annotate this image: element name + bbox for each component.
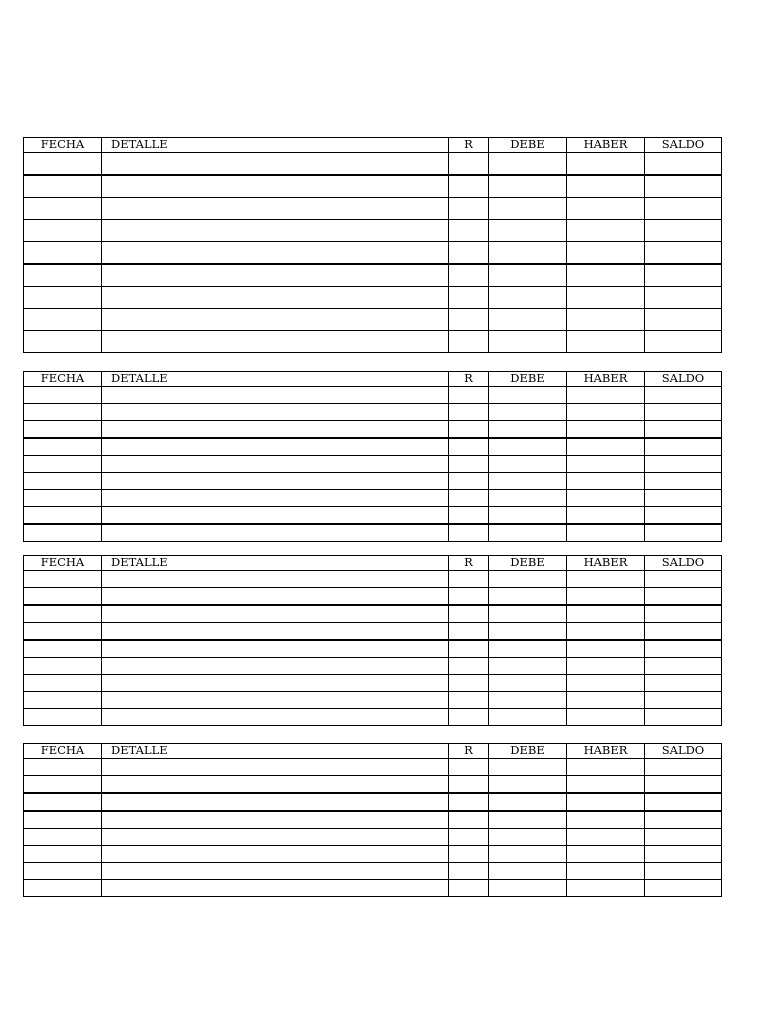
cell-debe <box>489 880 567 896</box>
cell-debe <box>489 525 567 541</box>
cell-r <box>449 776 489 792</box>
table-row <box>24 623 721 641</box>
cell-haber <box>567 220 645 241</box>
cell-saldo <box>645 153 721 174</box>
cell-haber <box>567 641 645 657</box>
cell-debe <box>489 473 567 489</box>
header-detalle: DETALLE <box>102 372 449 386</box>
cell-r <box>449 623 489 639</box>
table-row <box>24 675 721 692</box>
table-row <box>24 606 721 623</box>
header-fecha: FECHA <box>24 138 102 152</box>
cell-r <box>449 525 489 541</box>
cell-fecha <box>24 220 102 241</box>
header-r: R <box>449 372 489 386</box>
cell-r <box>449 571 489 587</box>
cell-haber <box>567 880 645 896</box>
table-row <box>24 812 721 829</box>
cell-fecha <box>24 287 102 308</box>
cell-haber <box>567 709 645 725</box>
header-saldo: SALDO <box>661 371 705 385</box>
cell-debe <box>489 387 567 403</box>
cell-haber <box>567 759 645 775</box>
table-row <box>24 220 721 242</box>
cell-r <box>449 709 489 725</box>
cell-detalle <box>102 439 449 455</box>
cell-fecha <box>24 776 102 792</box>
cell-saldo <box>645 387 721 403</box>
cell-fecha <box>24 846 102 862</box>
table-row <box>24 658 721 675</box>
table-row <box>24 776 721 794</box>
cell-haber <box>567 176 645 197</box>
cell-haber <box>567 588 645 604</box>
cell-saldo <box>645 641 721 657</box>
cell-saldo <box>645 588 721 604</box>
table-row <box>24 309 721 331</box>
cell-detalle <box>102 794 449 810</box>
cell-r <box>449 387 489 403</box>
cell-detalle <box>102 880 449 896</box>
cell-r <box>449 404 489 420</box>
table-row <box>24 759 721 776</box>
cell-saldo <box>645 863 721 879</box>
cell-r <box>449 507 489 523</box>
cell-detalle <box>102 759 449 775</box>
cell-debe <box>489 623 567 639</box>
cell-fecha <box>24 606 102 622</box>
cell-debe <box>489 846 567 862</box>
cell-saldo <box>645 456 721 472</box>
table-row <box>24 588 721 606</box>
cell-saldo <box>645 692 721 708</box>
cell-detalle <box>102 675 449 691</box>
header-detalle: DETALLE <box>102 138 449 152</box>
cell-haber <box>567 507 645 523</box>
table-row <box>24 507 721 525</box>
cell-haber <box>567 794 645 810</box>
cell-fecha <box>24 880 102 896</box>
cell-haber <box>567 863 645 879</box>
cell-fecha <box>24 153 102 174</box>
cell-r <box>449 794 489 810</box>
cell-detalle <box>102 623 449 639</box>
table-row <box>24 473 721 490</box>
cell-r <box>449 265 489 286</box>
table-row <box>24 287 721 309</box>
cell-fecha <box>24 176 102 197</box>
header-r: R <box>449 556 489 570</box>
cell-r <box>449 846 489 862</box>
cell-debe <box>489 309 567 330</box>
cell-haber <box>567 473 645 489</box>
cell-detalle <box>102 309 449 330</box>
cell-detalle <box>102 404 449 420</box>
ledger-header-row <box>24 556 721 571</box>
table-row <box>24 846 721 863</box>
cell-haber <box>567 153 645 174</box>
cell-saldo <box>645 490 721 506</box>
cell-detalle <box>102 846 449 862</box>
cell-detalle <box>102 658 449 674</box>
cell-fecha <box>24 588 102 604</box>
cell-detalle <box>102 507 449 523</box>
cell-debe <box>489 287 567 308</box>
cell-haber <box>567 776 645 792</box>
cell-fecha <box>24 473 102 489</box>
cell-detalle <box>102 709 449 725</box>
cell-r <box>449 829 489 845</box>
cell-r <box>449 176 489 197</box>
header-debe: DEBE <box>489 556 567 570</box>
cell-r <box>449 456 489 472</box>
cell-saldo <box>645 287 721 308</box>
ledger-header-row <box>24 744 721 759</box>
cell-fecha <box>24 309 102 330</box>
cell-r <box>449 692 489 708</box>
cell-r <box>449 198 489 219</box>
cell-haber <box>567 198 645 219</box>
cell-debe <box>489 641 567 657</box>
cell-haber <box>567 421 645 437</box>
cell-detalle <box>102 473 449 489</box>
cell-fecha <box>24 490 102 506</box>
header-saldo: SALDO <box>661 743 705 757</box>
cell-detalle <box>102 198 449 219</box>
cell-fecha <box>24 709 102 725</box>
table-row <box>24 571 721 588</box>
cell-saldo <box>645 658 721 674</box>
table-row <box>24 421 721 439</box>
cell-fecha <box>24 794 102 810</box>
table-row <box>24 153 721 176</box>
cell-r <box>449 588 489 604</box>
cell-fecha <box>24 242 102 263</box>
header-debe: DEBE <box>489 372 567 386</box>
cell-haber <box>567 387 645 403</box>
cell-saldo <box>645 265 721 286</box>
cell-r <box>449 675 489 691</box>
table-row <box>24 198 721 220</box>
cell-debe <box>489 404 567 420</box>
cell-fecha <box>24 198 102 219</box>
cell-r <box>449 658 489 674</box>
cell-saldo <box>645 473 721 489</box>
cell-debe <box>489 812 567 828</box>
header-debe: DEBE <box>489 744 567 758</box>
header-detalle: DETALLE <box>102 744 449 758</box>
header-haber: HABER <box>567 744 645 758</box>
cell-detalle <box>102 287 449 308</box>
cell-debe <box>489 658 567 674</box>
cell-debe <box>489 198 567 219</box>
cell-debe <box>489 794 567 810</box>
cell-haber <box>567 242 645 263</box>
table-row <box>24 880 721 896</box>
cell-r <box>449 309 489 330</box>
cell-haber <box>567 490 645 506</box>
cell-r <box>449 331 489 352</box>
cell-r <box>449 287 489 308</box>
header-r: R <box>449 138 489 152</box>
header-saldo: SALDO <box>661 137 705 151</box>
cell-saldo <box>645 198 721 219</box>
cell-debe <box>489 331 567 352</box>
cell-saldo <box>645 623 721 639</box>
table-row <box>24 829 721 846</box>
cell-fecha <box>24 863 102 879</box>
cell-debe <box>489 709 567 725</box>
cell-debe <box>489 571 567 587</box>
cell-debe <box>489 588 567 604</box>
table-row <box>24 641 721 658</box>
cell-saldo <box>645 606 721 622</box>
table-row <box>24 404 721 421</box>
cell-fecha <box>24 829 102 845</box>
table-row <box>24 439 721 456</box>
cell-fecha <box>24 456 102 472</box>
cell-detalle <box>102 829 449 845</box>
table-row <box>24 525 721 541</box>
cell-debe <box>489 176 567 197</box>
cell-fecha <box>24 692 102 708</box>
table-row <box>24 176 721 198</box>
cell-debe <box>489 507 567 523</box>
cell-r <box>449 220 489 241</box>
cell-detalle <box>102 571 449 587</box>
table-row <box>24 265 721 287</box>
cell-fecha <box>24 331 102 352</box>
cell-saldo <box>645 176 721 197</box>
cell-fecha <box>24 507 102 523</box>
table-row <box>24 692 721 709</box>
cell-r <box>449 606 489 622</box>
cell-haber <box>567 404 645 420</box>
cell-haber <box>567 331 645 352</box>
cell-fecha <box>24 265 102 286</box>
cell-haber <box>567 829 645 845</box>
cell-detalle <box>102 606 449 622</box>
cell-haber <box>567 309 645 330</box>
cell-detalle <box>102 176 449 197</box>
cell-r <box>449 242 489 263</box>
cell-detalle <box>102 588 449 604</box>
header-fecha: FECHA <box>24 556 102 570</box>
header-haber: HABER <box>567 138 645 152</box>
cell-detalle <box>102 525 449 541</box>
cell-fecha <box>24 439 102 455</box>
cell-debe <box>489 675 567 691</box>
cell-debe <box>489 759 567 775</box>
ledger-header-row <box>24 372 721 387</box>
table-row <box>24 456 721 473</box>
cell-detalle <box>102 456 449 472</box>
cell-r <box>449 153 489 174</box>
cell-r <box>449 641 489 657</box>
cell-detalle <box>102 863 449 879</box>
cell-saldo <box>645 829 721 845</box>
cell-saldo <box>645 709 721 725</box>
cell-debe <box>489 456 567 472</box>
cell-debe <box>489 490 567 506</box>
cell-r <box>449 473 489 489</box>
cell-detalle <box>102 387 449 403</box>
cell-saldo <box>645 439 721 455</box>
cell-saldo <box>645 776 721 792</box>
cell-r <box>449 490 489 506</box>
ledger-table-2 <box>23 371 722 542</box>
cell-debe <box>489 439 567 455</box>
cell-r <box>449 421 489 437</box>
cell-debe <box>489 606 567 622</box>
cell-detalle <box>102 220 449 241</box>
cell-detalle <box>102 776 449 792</box>
cell-fecha <box>24 658 102 674</box>
cell-detalle <box>102 265 449 286</box>
header-debe: DEBE <box>489 138 567 152</box>
table-row <box>24 242 721 265</box>
cell-debe <box>489 242 567 263</box>
cell-saldo <box>645 421 721 437</box>
cell-saldo <box>645 675 721 691</box>
cell-haber <box>567 456 645 472</box>
cell-haber <box>567 525 645 541</box>
cell-saldo <box>645 242 721 263</box>
header-fecha: FECHA <box>24 372 102 386</box>
header-haber: HABER <box>567 556 645 570</box>
header-r: R <box>449 744 489 758</box>
header-fecha: FECHA <box>24 744 102 758</box>
cell-r <box>449 863 489 879</box>
cell-haber <box>567 812 645 828</box>
cell-haber <box>567 439 645 455</box>
cell-fecha <box>24 387 102 403</box>
cell-r <box>449 439 489 455</box>
cell-debe <box>489 153 567 174</box>
cell-haber <box>567 846 645 862</box>
cell-detalle <box>102 641 449 657</box>
cell-fecha <box>24 675 102 691</box>
cell-debe <box>489 692 567 708</box>
cell-detalle <box>102 692 449 708</box>
ledger-table-1 <box>23 137 722 353</box>
cell-saldo <box>645 331 721 352</box>
cell-haber <box>567 675 645 691</box>
cell-haber <box>567 692 645 708</box>
cell-detalle <box>102 242 449 263</box>
ledger-header-row <box>24 138 721 153</box>
table-row <box>24 331 721 352</box>
cell-haber <box>567 265 645 286</box>
table-row <box>24 709 721 725</box>
table-row <box>24 794 721 812</box>
cell-saldo <box>645 812 721 828</box>
ledger-table-4 <box>23 743 722 897</box>
cell-detalle <box>102 490 449 506</box>
table-row <box>24 387 721 404</box>
cell-haber <box>567 287 645 308</box>
ledger-table-3 <box>23 555 722 726</box>
cell-detalle <box>102 812 449 828</box>
table-row <box>24 490 721 507</box>
cell-haber <box>567 606 645 622</box>
cell-debe <box>489 863 567 879</box>
cell-fecha <box>24 641 102 657</box>
cell-saldo <box>645 525 721 541</box>
cell-saldo <box>645 571 721 587</box>
cell-fecha <box>24 404 102 420</box>
cell-saldo <box>645 404 721 420</box>
cell-debe <box>489 829 567 845</box>
cell-saldo <box>645 880 721 896</box>
cell-saldo <box>645 759 721 775</box>
cell-fecha <box>24 759 102 775</box>
cell-detalle <box>102 153 449 174</box>
cell-haber <box>567 658 645 674</box>
cell-haber <box>567 623 645 639</box>
cell-saldo <box>645 507 721 523</box>
cell-debe <box>489 220 567 241</box>
cell-r <box>449 880 489 896</box>
cell-fecha <box>24 525 102 541</box>
header-haber: HABER <box>567 372 645 386</box>
cell-fecha <box>24 571 102 587</box>
cell-r <box>449 759 489 775</box>
cell-fecha <box>24 812 102 828</box>
cell-saldo <box>645 309 721 330</box>
cell-saldo <box>645 794 721 810</box>
cell-fecha <box>24 623 102 639</box>
cell-detalle <box>102 421 449 437</box>
cell-saldo <box>645 846 721 862</box>
cell-debe <box>489 421 567 437</box>
table-row <box>24 863 721 880</box>
cell-debe <box>489 776 567 792</box>
cell-fecha <box>24 421 102 437</box>
cell-debe <box>489 265 567 286</box>
cell-detalle <box>102 331 449 352</box>
cell-r <box>449 812 489 828</box>
header-detalle: DETALLE <box>102 556 449 570</box>
cell-saldo <box>645 220 721 241</box>
cell-haber <box>567 571 645 587</box>
header-saldo: SALDO <box>661 555 705 569</box>
